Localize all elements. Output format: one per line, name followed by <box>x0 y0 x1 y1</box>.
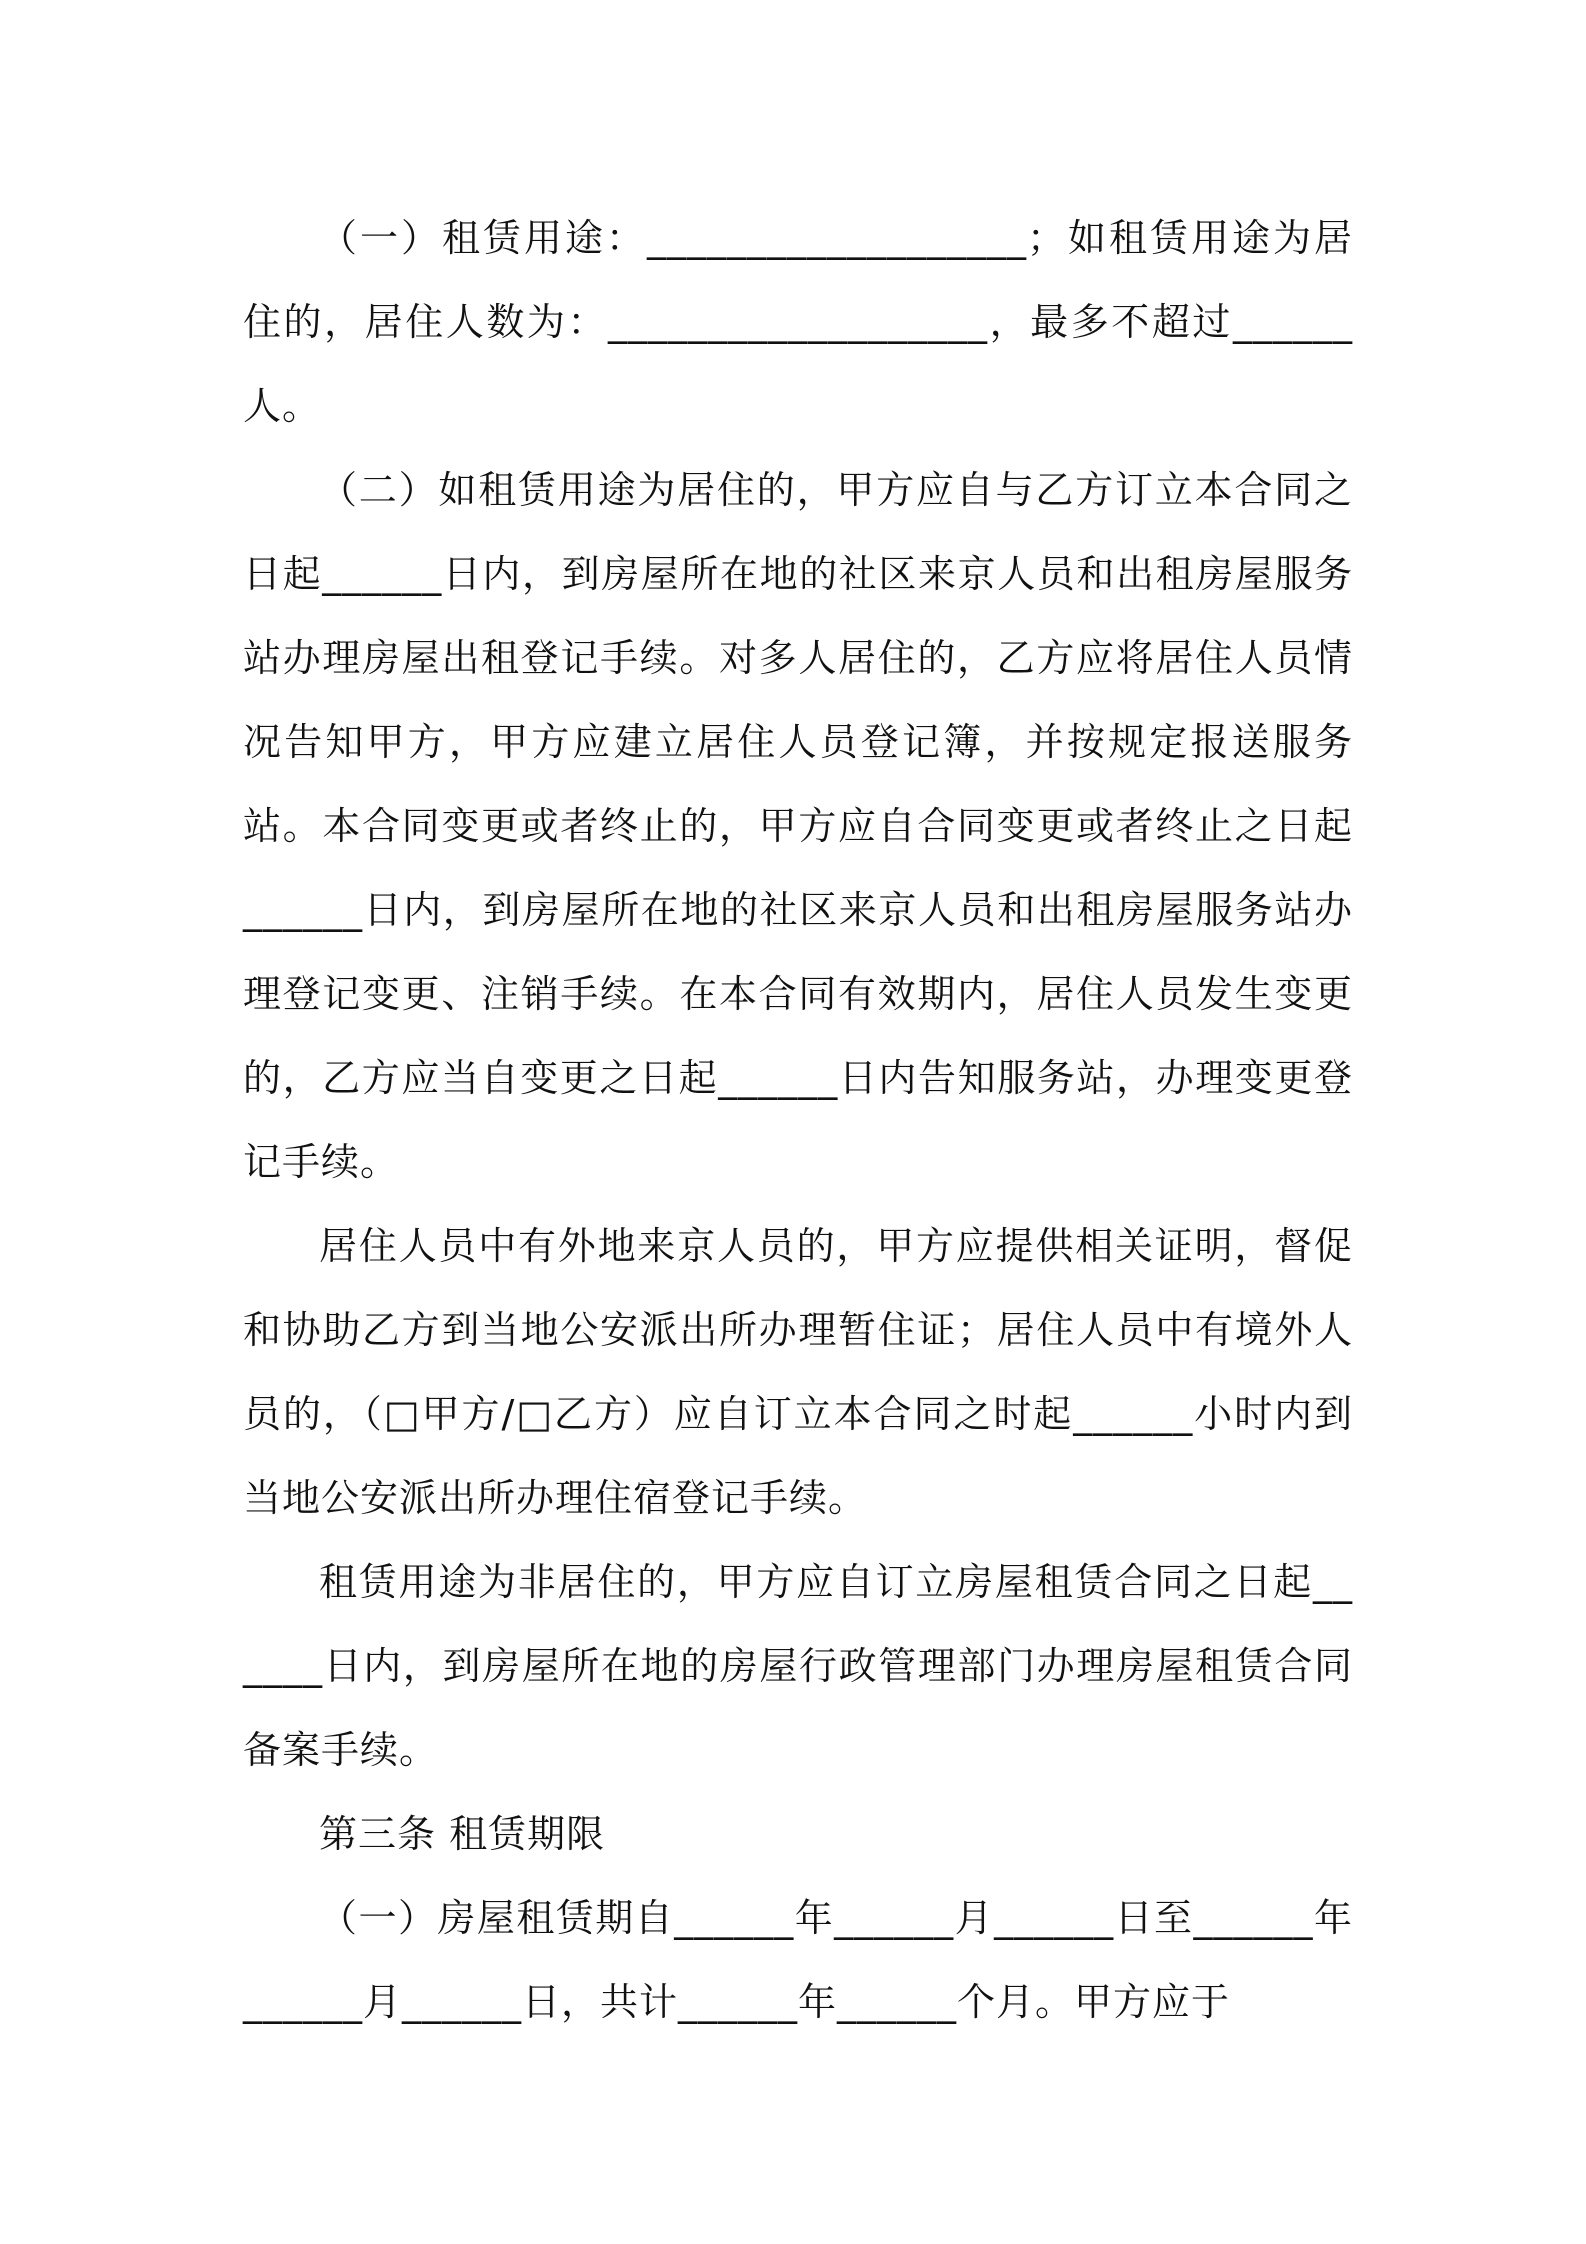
section-heading: 第三条 租赁期限 <box>319 1812 606 1856</box>
clause-non-residential-paragraph: 租赁用途为非居住的，甲方应自订立房屋租赁合同之日起______日内，到房屋所在地的房屋行政管理部门办理房屋租赁合同备案手续。 <box>243 1560 1353 1772</box>
document-page <box>243 196 1353 2044</box>
clause-usage-paragraph: （一）租赁用途：___________________；如租赁用途为居住的，居住人数为：___________________，最多不超过______人。 <box>243 216 1353 428</box>
clause-nonlocal-residents-paragraph: 居住人员中有外地来京人员的，甲方应提供相关证明，督促和协助乙方到当地公安派出所办理暂住证；居住人员中有境外人员的，（□甲方/□乙方）应自订立本合同之时起______小时内到当地公安派出所办理住宿登记手续。 <box>243 1224 1353 1520</box>
clause-term-paragraph: （一）房屋租赁期自______年______月______日至______年______月______日，共计______年______个月。甲方应于 <box>243 1896 1353 2024</box>
clause-registration-paragraph: （二）如租赁用途为居住的，甲方应自与乙方订立本合同之日起______日内，到房屋所在地的社区来京人员和出租房屋服务站办理房屋出租登记手续。对多人居住的，乙方应将居住人员情况告知甲方，甲方应建立居住人员登记簿，并按规定报送服务站。本合同变更或者终止的，甲方应自合同变更或者终止之日起______日内，到房屋所在地的社区来京人员和出租房屋服务站办理登记变更、注销手续。在本合同有效期内，居住人员发生变更的，乙方应当自变更之日起______日内告知服务站，办理变更登记手续。 <box>243 468 1353 1184</box>
